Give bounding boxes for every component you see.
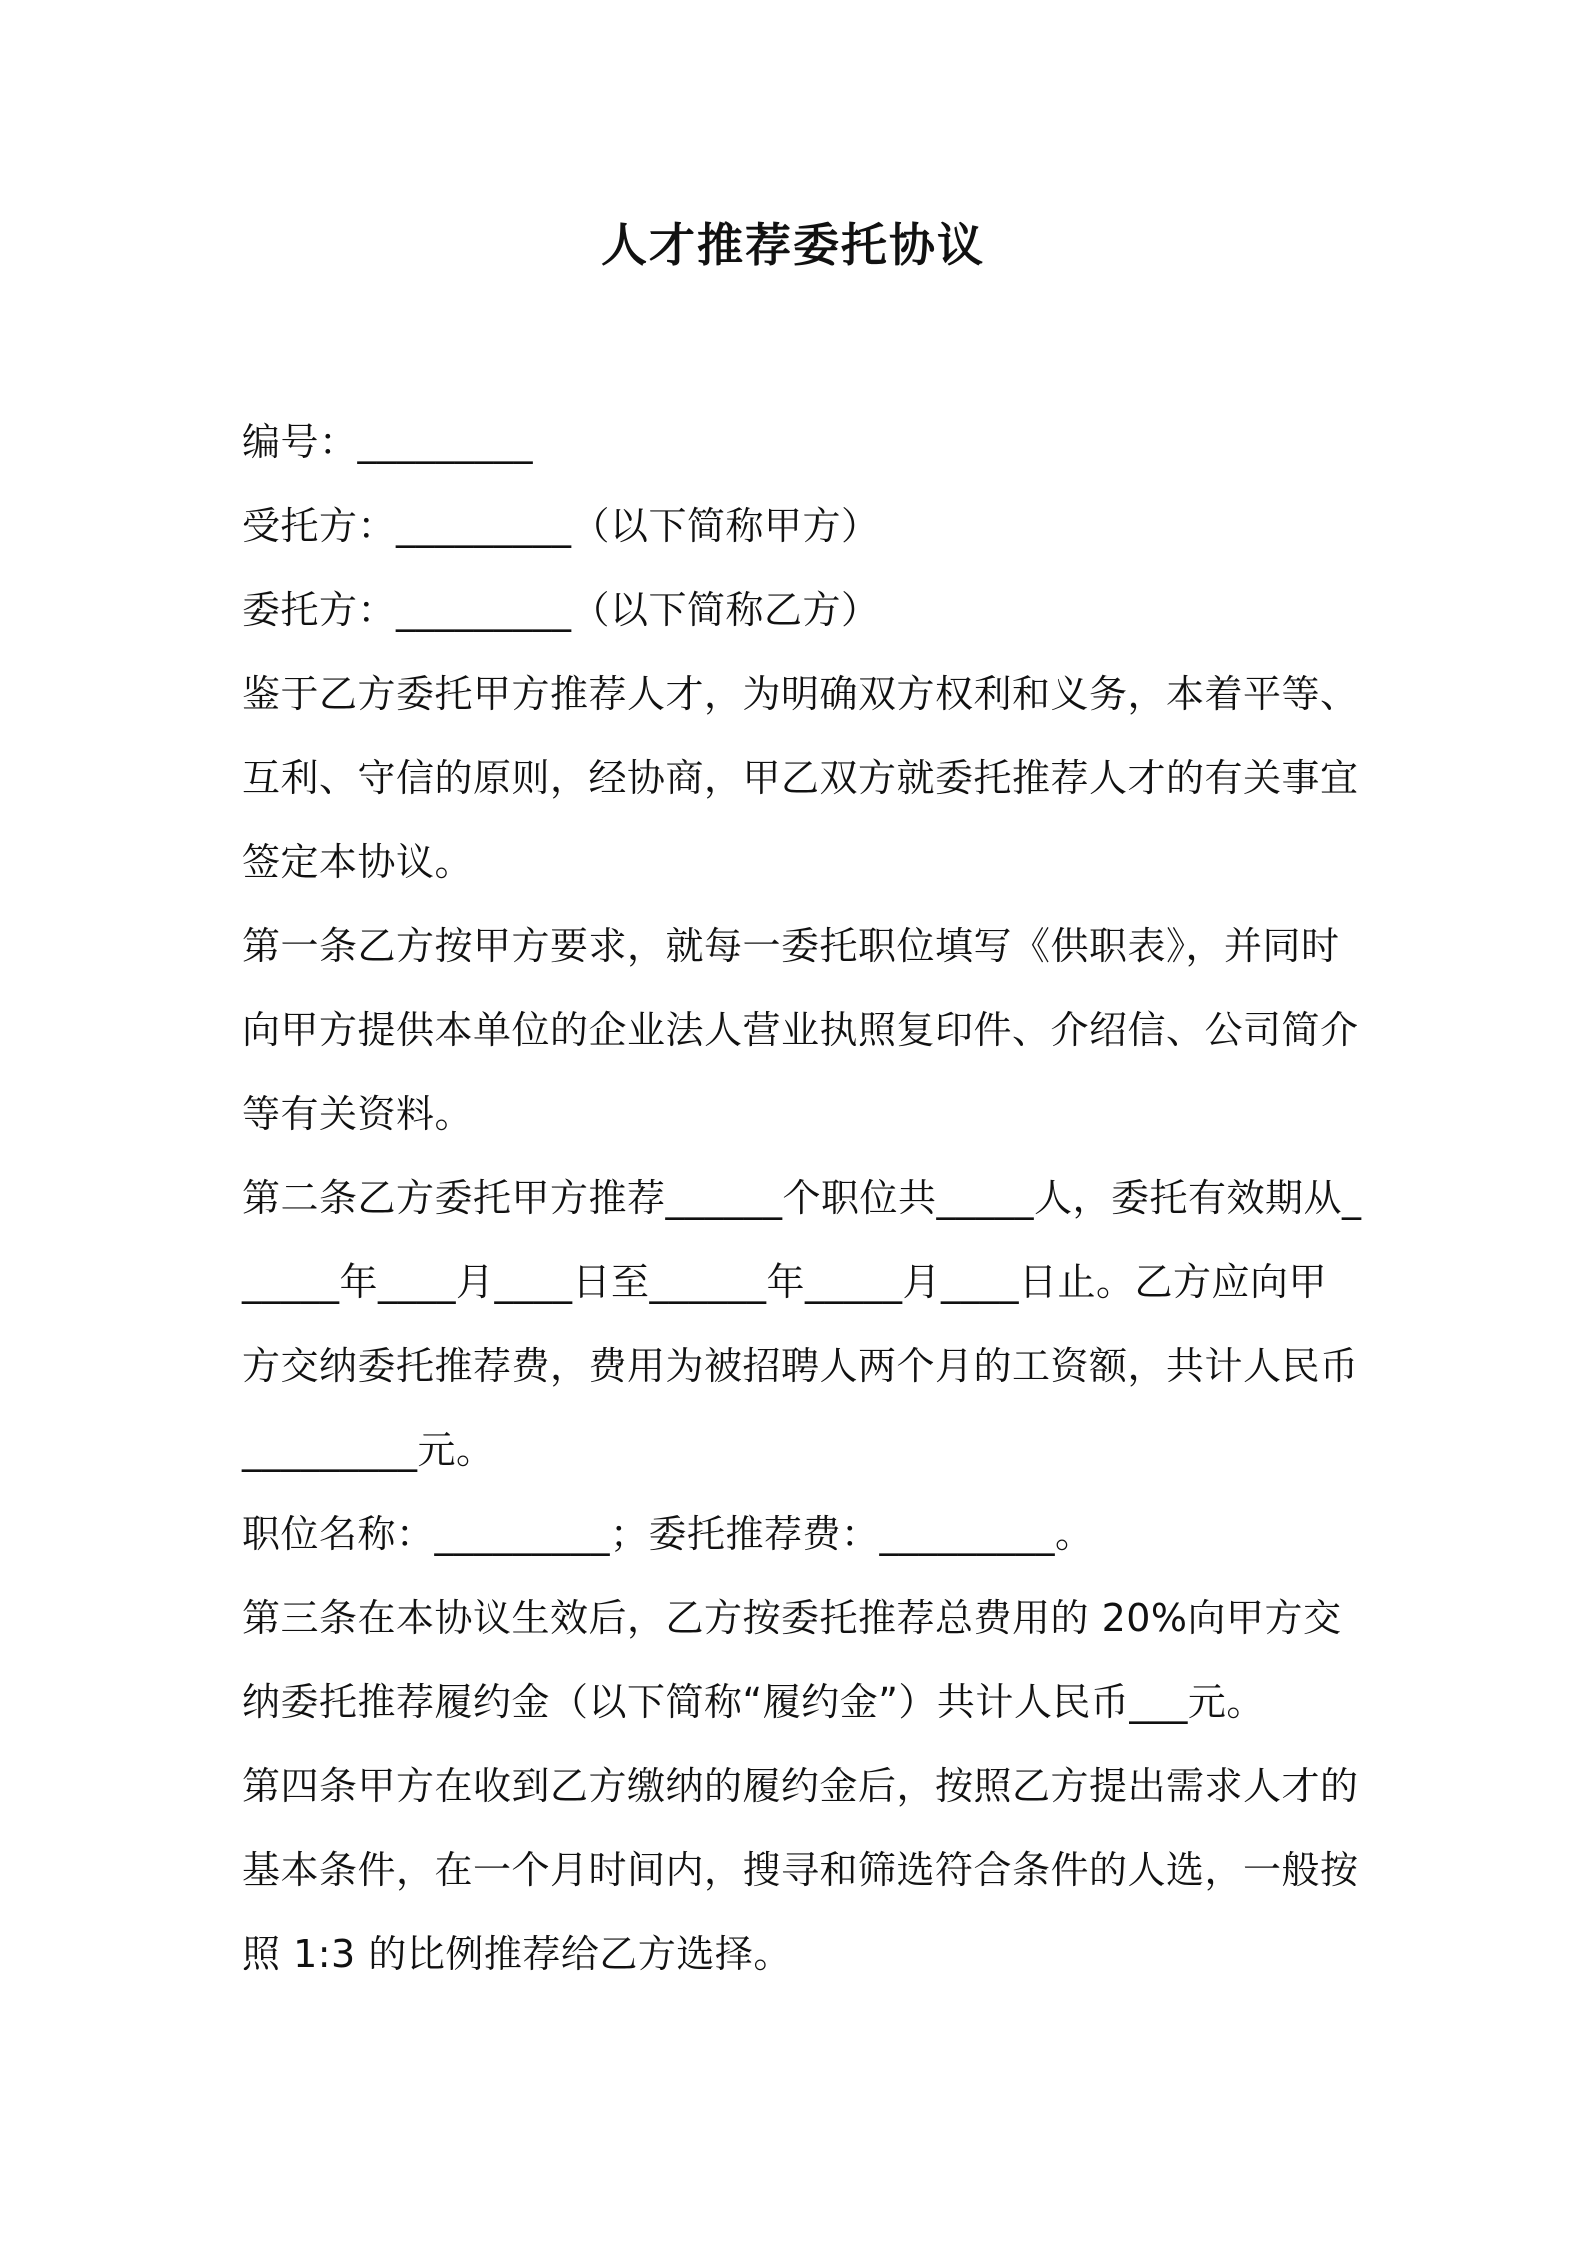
document-body (242, 400, 1362, 1996)
article-1-paragraph: 第一条乙方按甲方要求，就每一委托职位填写《供职表》，并同时向甲方提供本单位的企业法人营业执照复印件、介绍信、公司简介等有关资料。 (242, 924, 1359, 1136)
article-2-paragraph: 第二条乙方委托甲方推荐______个职位共_____人，委托有效期从______年____月____日至______年_____月____日止。乙方应向甲方交纳委托推荐费，费用为被招聘人两个月的工资额，共计人民币_________元。 (242, 1176, 1362, 1472)
position-fee-line: 职位名称：_________；委托推荐费：_________。 (242, 1512, 1094, 1556)
article-3-paragraph: 第三条在本协议生效后，乙方按委托推荐总费用的 20%向甲方交纳委托推荐履约金（以下简称“履约金”）共计人民币___元。 (242, 1596, 1342, 1724)
party-b-line: 委托方：_________（以下简称乙方） (242, 588, 880, 632)
contract-number-line: 编号：_________ (242, 420, 534, 464)
party-a-line: 受托方：_________（以下简称甲方） (242, 504, 880, 548)
preamble-paragraph: 鉴于乙方委托甲方推荐人才，为明确双方权利和义务，本着平等、互利、守信的原则，经协商，甲乙双方就委托推荐人才的有关事宜签定本协议。 (242, 672, 1359, 884)
article-4-paragraph: 第四条甲方在收到乙方缴纳的履约金后，按照乙方提出需求人才的基本条件，在一个月时间内，搜寻和筛选符合条件的人选，一般按照 1:3 的比例推荐给乙方选择。 (242, 1764, 1359, 1976)
document-title: 人才推荐委托协议 (601, 218, 985, 272)
